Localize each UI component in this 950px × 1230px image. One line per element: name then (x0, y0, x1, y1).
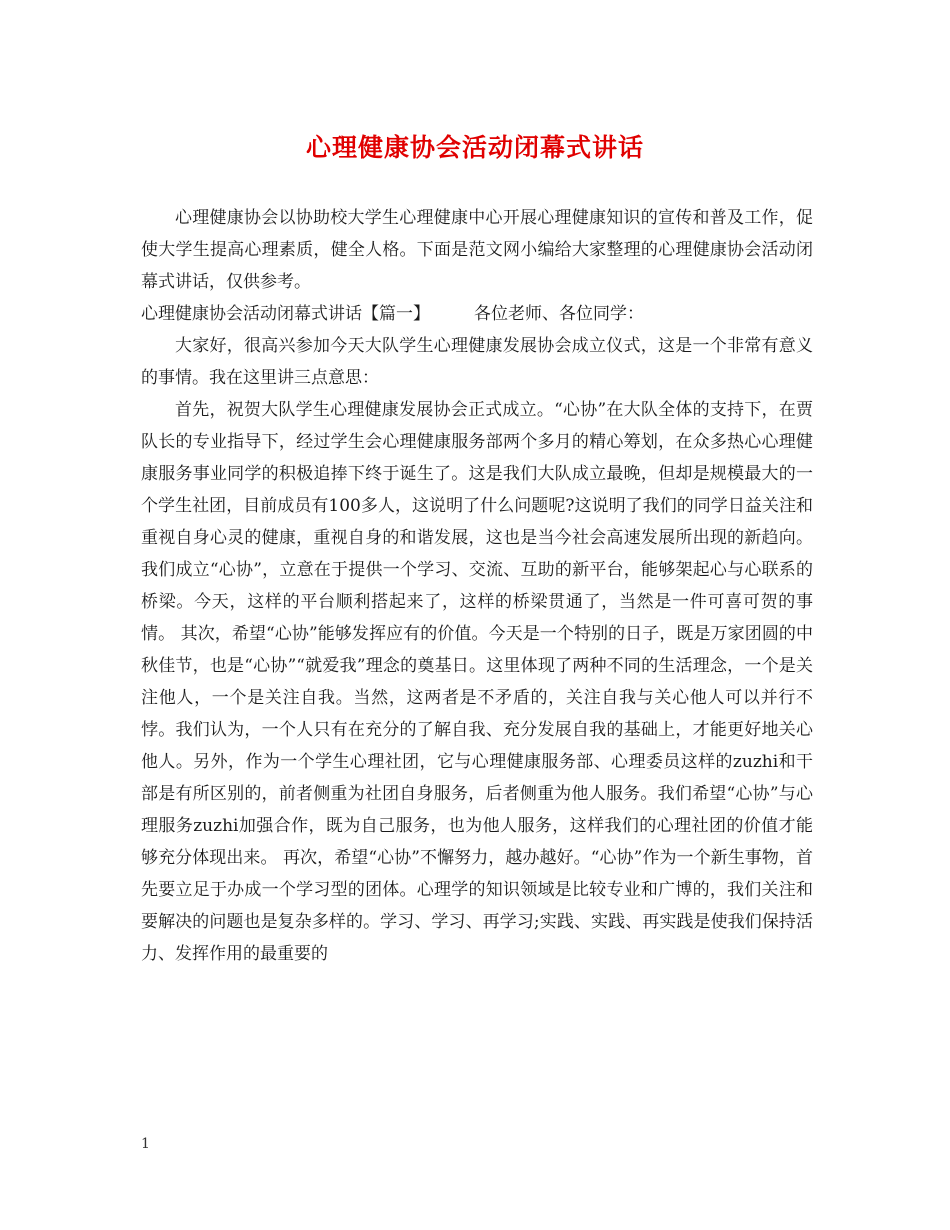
section-heading-line (141, 298, 813, 330)
section-heading: 心理健康协会活动闭幕式讲话【篇一】 (141, 304, 430, 324)
page-number: 1 (141, 1136, 150, 1152)
document-body (141, 202, 813, 970)
salutation: 各位老师、各位同学： (474, 304, 644, 324)
document-title: 心理健康协会活动闭幕式讲话 (305, 133, 644, 162)
paragraph-2: 首先，祝贺大队学生心理健康发展协会正式成立。“心协”在大队全体的支持下，在贾队长的专业指导下，经过学生会心理健康服务部两个多月的精心筹划，在众多热心心理健康服务事业同学的积极追捧下终于诞生了。这是我们大队成立最晚，但却是规模最大的一个学生社团，目前成员有100多人，这说明了什么问题呢?这说明了我们的同学日益关注和重视自身心灵的健康，重视自身的和谐发展，这也是当今社会高速发展所出现的新趋向。我们成立“心协”，立意在于提供一个学习、交流、互助的新平台，能够架起心与心联系的桥梁。今天，这样的平台顺利搭起来了，这样的桥梁贯通了，当然是一件可喜可贺的事情。 其次，希望“心协”能够发挥应有的价值。今天是一个特别的日子，既是万家团圆的中秋佳节，也是“心协”“就爱我”理念的奠基日。这里体现了两种不同的生活理念，一个是关注他人，一个是关注自我。当然，这两者是不矛盾的，关注自我与关心他人可以并行不悖。我们认为，一个人只有在充分的了解自我、充分发展自我的基础上，才能更好地关心他人。另外，作为一个学生心理社团，它与心理健康服务部、心理委员这样的zuzhi和干部是有所区别的，前者侧重为社团自身服务，后者侧重为他人服务。我们希望“心协”与心理服务zuzhi加强合作，既为自己服务，也为他人服务，这样我们的心理社团的价值才能够充分体现出来。 再次，希望“心协”不懈努力，越办越好。“心协”作为一个新生事物，首先要立足于办成一个学习型的团体。心理学的知识领域是比较专业和广博的，我们关注和要解决的问题也是复杂多样的。学习、学习、再学习;实践、实践、再实践是使我们保持活力、发挥作用的最重要的 (141, 400, 813, 964)
intro-paragraph: 心理健康协会以协助校大学生心理健康中心开展心理健康知识的宣传和普及工作，促使大学生提高心理素质，健全人格。下面是范文网小编给大家整理的心理健康协会活动闭幕式讲话，仅供参考。 (141, 208, 813, 292)
paragraph-1: 大家好，很高兴参加今天大队学生心理健康发展协会成立仪式，这是一个非常有意义的事情。我在这里讲三点意思： (141, 336, 813, 388)
